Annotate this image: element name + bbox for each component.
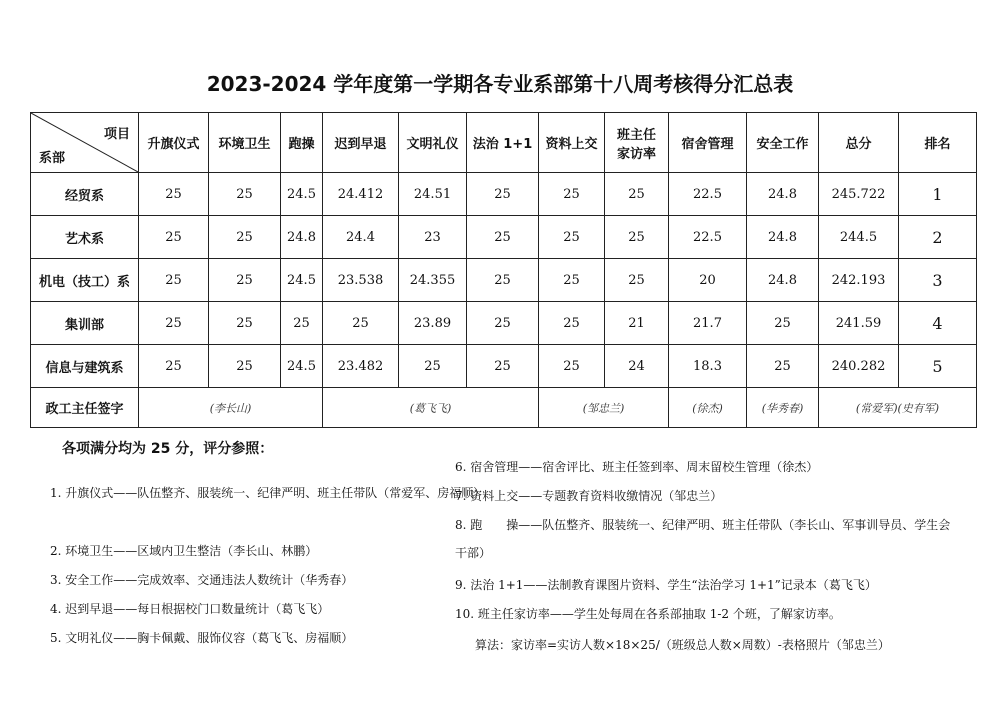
notes-heading: 各项满分均为 25 分，评分参照： — [62, 441, 274, 457]
score-cell: 25 — [539, 173, 605, 216]
dept-cell: 经贸系 — [31, 173, 139, 216]
signature-cell: (邹忠兰) — [539, 388, 669, 428]
score-cell: 23.482 — [323, 345, 399, 388]
score-cell: 25 — [139, 259, 209, 302]
table-row — [31, 259, 977, 302]
score-cell: 24.8 — [281, 216, 323, 259]
rank-cell: 5 — [899, 345, 977, 388]
table-row — [31, 216, 977, 259]
total-cell: 242.193 — [819, 259, 899, 302]
note-item: 5. 文明礼仪——胸卡佩戴、服饰仪容（葛飞飞、房福顺） — [50, 631, 354, 645]
signature-cell: (华秀春) — [747, 388, 819, 428]
corner-label-dept: 系部 — [39, 151, 66, 166]
signature-cell: (葛飞飞) — [323, 388, 539, 428]
score-cell: 25 — [467, 302, 539, 345]
total-cell: 241.59 — [819, 302, 899, 345]
score-cell: 25 — [209, 345, 281, 388]
score-cell: 20 — [669, 259, 747, 302]
col-header: 环境卫生 — [209, 113, 281, 173]
score-cell: 25 — [139, 173, 209, 216]
rank-cell: 1 — [899, 173, 977, 216]
col-header: 跑操 — [281, 113, 323, 173]
col-header: 排名 — [899, 113, 977, 173]
score-cell: 25 — [747, 302, 819, 345]
score-cell: 23 — [399, 216, 467, 259]
col-header: 宿舍管理 — [669, 113, 747, 173]
score-cell: 25 — [467, 259, 539, 302]
total-cell: 244.5 — [819, 216, 899, 259]
score-cell: 18.3 — [669, 345, 747, 388]
score-cell: 25 — [139, 302, 209, 345]
col-header: 班主任家访率 — [605, 113, 669, 173]
score-cell: 24.5 — [281, 259, 323, 302]
dept-cell: 集训部 — [31, 302, 139, 345]
rank-cell: 2 — [899, 216, 977, 259]
score-cell: 25 — [139, 216, 209, 259]
score-cell: 22.5 — [669, 173, 747, 216]
note-item: 4. 迟到早退——每日根据校门口数量统计（葛飞飞） — [50, 602, 330, 616]
score-cell: 21 — [605, 302, 669, 345]
score-cell: 21.7 — [669, 302, 747, 345]
page-title: 2023-2024 学年度第一学期各专业系部第十八周考核得分汇总表 — [206, 72, 794, 96]
corner-label-item: 项目 — [103, 127, 130, 142]
note-item: 9. 法治 1+1——法制教育课图片资料、学生“法治学习 1+1”记录本（葛飞飞） — [455, 578, 877, 592]
signature-row — [31, 388, 977, 428]
col-header: 资料上交 — [539, 113, 605, 173]
table-row — [31, 173, 977, 216]
score-cell: 25 — [467, 216, 539, 259]
total-cell: 240.282 — [819, 345, 899, 388]
score-cell: 22.5 — [669, 216, 747, 259]
score-cell: 25 — [605, 259, 669, 302]
signature-label: 政工主任签字 — [31, 388, 139, 428]
rank-cell: 3 — [899, 259, 977, 302]
col-header: 文明礼仪 — [399, 113, 467, 173]
note-item: 7. 资料上交——专题教育资料收缴情况（邹忠兰） — [455, 489, 723, 503]
score-cell: 24.412 — [323, 173, 399, 216]
corner-header-cell — [31, 113, 139, 173]
score-cell: 25 — [605, 216, 669, 259]
note-item: 10. 班主任家访率——学生处每周在各系部抽取 1-2 个班，了解家访率。 — [455, 607, 841, 621]
header-row — [31, 113, 977, 173]
score-cell: 24 — [605, 345, 669, 388]
score-cell: 25 — [467, 173, 539, 216]
table-row — [31, 345, 977, 388]
score-cell: 25 — [539, 216, 605, 259]
signature-cell: (李长山) — [139, 388, 323, 428]
signature-cell: (常爱军)(史有军) — [819, 388, 977, 428]
total-cell: 245.722 — [819, 173, 899, 216]
score-cell: 25 — [139, 345, 209, 388]
signature-cell: (徐杰) — [669, 388, 747, 428]
dept-cell: 艺术系 — [31, 216, 139, 259]
score-cell: 24.355 — [399, 259, 467, 302]
rank-cell: 4 — [899, 302, 977, 345]
note-item: 6. 宿舍管理——宿舍评比、班主任签到率、周末留校生管理（徐杰） — [455, 460, 819, 474]
score-cell: 24.4 — [323, 216, 399, 259]
table-row — [31, 302, 977, 345]
score-cell: 25 — [209, 302, 281, 345]
score-cell: 25 — [209, 216, 281, 259]
col-header: 升旗仪式 — [139, 113, 209, 173]
note-item: 3. 安全工作——完成效率、交通违法人数统计（华秀春） — [50, 573, 354, 587]
score-cell: 24.5 — [281, 345, 323, 388]
score-cell: 25 — [281, 302, 323, 345]
score-cell: 24.51 — [399, 173, 467, 216]
dept-cell: 信息与建筑系 — [31, 345, 139, 388]
col-header: 总分 — [819, 113, 899, 173]
score-cell: 25 — [209, 173, 281, 216]
score-cell: 23.538 — [323, 259, 399, 302]
score-cell: 25 — [467, 345, 539, 388]
note-item: 8. 跑 操——队伍整齐、服装统一、纪律严明、班主任带队（李长山、军事训导员、学生会干部） — [455, 518, 951, 560]
col-header: 迟到早退 — [323, 113, 399, 173]
score-cell: 25 — [323, 302, 399, 345]
score-cell: 25 — [539, 259, 605, 302]
formula-note: 算法：家访率=实访人数×18×25/（班级总人数×周数）-表格照片（邹忠兰） — [475, 638, 890, 652]
score-cell: 24.8 — [747, 216, 819, 259]
score-cell: 23.89 — [399, 302, 467, 345]
col-header: 安全工作 — [747, 113, 819, 173]
score-cell: 25 — [209, 259, 281, 302]
score-cell: 25 — [539, 345, 605, 388]
col-header: 法治 1+1 — [467, 113, 539, 173]
score-table — [30, 112, 977, 428]
score-cell: 25 — [605, 173, 669, 216]
score-cell: 24.8 — [747, 173, 819, 216]
score-cell: 25 — [747, 345, 819, 388]
score-cell: 24.8 — [747, 259, 819, 302]
note-item: 2. 环境卫生——区域内卫生整洁（李长山、林鹏） — [50, 544, 318, 558]
score-cell: 24.5 — [281, 173, 323, 216]
note-item: 1. 升旗仪式——队伍整齐、服装统一、纪律严明、班主任带队（常爱军、房福顺） — [50, 486, 486, 500]
score-cell: 25 — [539, 302, 605, 345]
dept-cell: 机电（技工）系 — [31, 259, 139, 302]
score-cell: 25 — [399, 345, 467, 388]
